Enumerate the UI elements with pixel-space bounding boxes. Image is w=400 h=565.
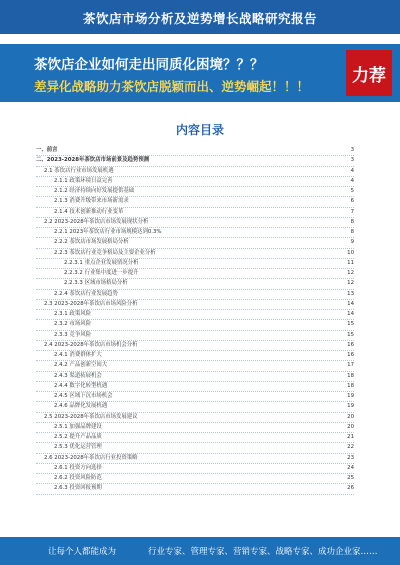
toc-entry-text: 2.4.6 品牌化发展机遇	[54, 402, 109, 411]
toc-entry-page: 23	[345, 454, 354, 463]
toc-entry[interactable]	[36, 372, 354, 382]
report-title: 茶饮店市场分析及逆势增长战略研究报告	[82, 11, 317, 26]
toc-entry-page: 5	[349, 187, 354, 196]
toc-entry-page: 26	[345, 484, 354, 493]
toc-entry-text: 2.2.3 茶饮店行业竞争格局及主要企业分析	[54, 249, 158, 258]
toc-entry-page: 16	[345, 351, 354, 360]
toc-entry[interactable]	[36, 382, 354, 392]
toc-entry[interactable]	[36, 300, 354, 310]
toc-entry-page: 8	[349, 228, 354, 237]
toc-entry[interactable]	[36, 156, 354, 166]
banner-question: 茶饮店企业如何走出同质化困境？？？	[34, 57, 264, 73]
toc-entry[interactable]	[36, 238, 354, 248]
toc-entry-page: 3	[349, 156, 354, 165]
toc-entry-text: 一、前言	[36, 146, 60, 155]
toc-entry-page: 25	[345, 474, 354, 483]
toc-entry-text: 2.2.3.2 行业集中度进一步提升	[64, 269, 140, 278]
toc-entry[interactable]	[36, 197, 354, 207]
toc-entry-text: 2.2.2 茶饮店市场发展格局分析	[54, 238, 131, 247]
toc-entry-page: 14	[345, 300, 354, 309]
toc-entry-text: 2.1.3 消费升级带来市场新需求	[54, 197, 131, 206]
promo-banner	[0, 44, 400, 102]
toc-entry[interactable]	[36, 423, 354, 433]
toc-entry[interactable]	[36, 177, 354, 187]
toc-entry-text: 2.4 2023-2028年茶饮店市场机会分析	[44, 341, 140, 350]
banner-subtitle: 差异化战略助力茶饮店脱颖而出、逆势崛起！！！	[34, 79, 310, 94]
toc-entry[interactable]	[36, 310, 354, 320]
toc-entry[interactable]	[36, 167, 354, 177]
toc-entry[interactable]	[36, 249, 354, 259]
toc-entry[interactable]	[36, 402, 354, 412]
toc-entry-text: 2.4.1 消费群体扩大	[54, 351, 104, 360]
toc-entry[interactable]	[36, 341, 354, 351]
toc-entry-page: 24	[345, 464, 354, 473]
toc-entry[interactable]	[36, 392, 354, 402]
toc-entry-text: 2.1.2 经济持续向好发展提供基础	[54, 187, 136, 196]
toc-entry-text: 2.4.5 区域下沉市场机会	[54, 392, 115, 401]
toc-entry-page: 4	[349, 177, 354, 186]
toc-entry-page: 13	[345, 290, 354, 299]
toc-entry-text: 2.5.1 加强品牌建设	[54, 423, 104, 432]
toc-entry-page: 20	[345, 413, 354, 422]
toc-entry[interactable]	[36, 464, 354, 474]
footer-bar	[0, 537, 400, 565]
toc-entry[interactable]	[36, 320, 354, 330]
toc-entry[interactable]	[36, 351, 354, 361]
toc-entry-page: 9	[349, 238, 354, 247]
toc-entry[interactable]	[36, 228, 354, 238]
toc-entry-page: 17	[345, 361, 354, 370]
toc-entry-text: 2.6 2023-2028年茶饮店行业投资策略	[44, 454, 140, 463]
toc-entry-text: 二、2023-2028年茶饮店市场前景及趋势预测	[36, 156, 151, 165]
toc-entry-page: 15	[345, 331, 354, 340]
toc-entry[interactable]	[36, 259, 354, 269]
table-of-contents	[36, 146, 354, 495]
toc-entry-page: 3	[349, 146, 354, 155]
toc-entry-page: 18	[345, 372, 354, 381]
top-header-bar	[0, 0, 400, 34]
toc-entry-page: 18	[345, 382, 354, 391]
toc-entry-page: 19	[345, 392, 354, 401]
toc-entry-text: 2.5 2023-2028年茶饮店市场发展建议	[44, 413, 140, 422]
toc-entry[interactable]	[36, 290, 354, 300]
toc-entry[interactable]	[36, 331, 354, 341]
toc-entry-page: 16	[345, 341, 354, 350]
toc-title: 内容目录	[175, 123, 224, 137]
toc-entry[interactable]	[36, 279, 354, 289]
toc-entry[interactable]	[36, 443, 354, 453]
toc-entry-page: 14	[345, 310, 354, 319]
toc-entry-text: 2.6.2 投资风险防范	[54, 474, 104, 483]
toc-entry-text: 2.6.1 投资方向选择	[54, 464, 104, 473]
toc-entry[interactable]	[36, 187, 354, 197]
toc-entry[interactable]	[36, 474, 354, 484]
toc-entry[interactable]	[36, 454, 354, 464]
toc-entry-text: 2.2.3.3 区域市场格局分析	[64, 279, 130, 288]
toc-entry-text: 2.3.2 市场风险	[54, 320, 93, 329]
toc-entry-text: 2.1 茶饮店行业市场发展机遇	[44, 167, 116, 176]
toc-entry-page: 10	[345, 249, 354, 258]
toc-entry-text: 2.4.4 数字化转型机遇	[54, 382, 109, 391]
toc-entry[interactable]	[36, 146, 354, 156]
toc-entry-page: 12	[345, 279, 354, 288]
toc-entry-page: 6	[349, 197, 354, 206]
toc-entry[interactable]	[36, 218, 354, 228]
toc-entry-text: 2.2 2023-2028年茶饮店市场发展现状分析	[44, 218, 150, 227]
toc-entry-page: 4	[349, 167, 354, 176]
toc-entry-text: 2.2.1 2023年茶饮店行业市场规模达到0.3%	[54, 228, 164, 237]
toc-entry-page: 19	[345, 402, 354, 411]
toc-entry-page: 15	[345, 320, 354, 329]
footer-roles: 行业专家、管理专家、营销专家、战略专家、成功企业家……	[148, 547, 378, 557]
toc-entry[interactable]	[36, 208, 354, 218]
toc-entry-page: 12	[345, 269, 354, 278]
toc-entry-text: 2.4.3 渠道拓展机会	[54, 372, 104, 381]
toc-entry-text: 2.3 2023-2028年茶饮店市场风险分析	[44, 300, 140, 309]
toc-entry-text: 2.5.3 优化运营管理	[54, 443, 104, 452]
toc-entry-page: 7	[349, 208, 354, 217]
toc-entry-page: 21	[345, 433, 354, 442]
recommend-badge: 力荐	[346, 50, 392, 96]
toc-entry-text: 2.3.1 政策风险	[54, 310, 93, 319]
toc-entry[interactable]	[36, 361, 354, 371]
toc-entry-text: 2.5.2 提升产品品质	[54, 433, 104, 442]
toc-entry-text: 2.1.1 政策环境日益完善	[54, 177, 115, 186]
toc-entry-text: 2.3.3 竞争风险	[54, 331, 93, 340]
toc-entry[interactable]	[36, 484, 354, 494]
toc-entry[interactable]	[36, 413, 354, 423]
toc-entry-text: 2.2.3.1 重点企业发展情况分析	[64, 259, 140, 268]
toc-entry[interactable]	[36, 269, 354, 279]
toc-entry-text: 2.6.3 投资回报预期	[54, 484, 104, 493]
toc-entry-page: 22	[345, 443, 354, 452]
toc-entry-text: 2.1.4 技术创新推动行业变革	[54, 208, 125, 217]
toc-entry-text: 2.4.2 产品创新空间大	[54, 361, 109, 370]
toc-entry-page: 20	[345, 423, 354, 432]
toc-entry-page: 8	[349, 218, 354, 227]
toc-entry-text: 2.2.4 茶饮店行业发展趋势	[54, 290, 120, 299]
toc-entry-page: 11	[345, 259, 354, 268]
toc-entry[interactable]	[36, 433, 354, 443]
footer-lead: 让每个人都能成为	[48, 547, 117, 557]
